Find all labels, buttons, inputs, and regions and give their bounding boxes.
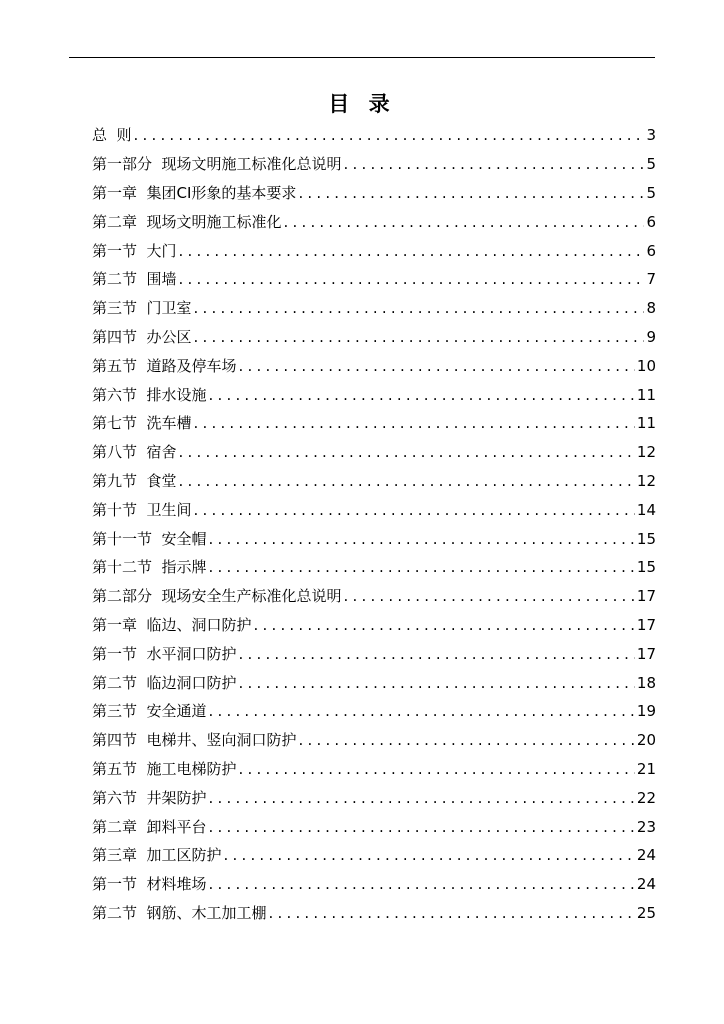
toc-entry-page-number: 23 bbox=[636, 817, 656, 836]
toc-entry-label: 第七节 洗车槽 bbox=[92, 414, 192, 433]
page-title: 目 录 bbox=[328, 92, 396, 116]
toc-entry-label: 第六节 排水设施 bbox=[92, 385, 207, 404]
toc-entry-page-number: 6 bbox=[646, 212, 656, 231]
dot-leader bbox=[269, 904, 635, 922]
dot-leader bbox=[298, 184, 644, 202]
toc-entry-page-number: 12 bbox=[636, 471, 656, 490]
dot-leader bbox=[134, 126, 645, 144]
toc-entry[interactable] bbox=[92, 726, 656, 755]
toc-entry-page-number: 22 bbox=[636, 788, 656, 807]
toc-entry[interactable] bbox=[92, 841, 656, 870]
toc-entry[interactable] bbox=[92, 582, 656, 611]
toc-entry[interactable] bbox=[92, 553, 656, 582]
toc-entry[interactable] bbox=[92, 380, 656, 409]
toc-entry[interactable] bbox=[92, 668, 656, 697]
toc-entry-page-number: 6 bbox=[646, 241, 656, 260]
toc-entry-page-number: 20 bbox=[636, 731, 656, 750]
toc-entry-page-number: 7 bbox=[646, 270, 656, 289]
toc-entry[interactable] bbox=[92, 409, 656, 438]
toc-entry-page-number: 19 bbox=[636, 702, 656, 721]
dot-leader bbox=[209, 702, 635, 720]
dot-leader bbox=[194, 501, 635, 519]
toc-entry-page-number: 17 bbox=[636, 644, 656, 663]
toc-entry[interactable] bbox=[92, 495, 656, 524]
dot-leader bbox=[179, 270, 645, 288]
dot-leader bbox=[209, 386, 635, 404]
dot-leader bbox=[179, 472, 635, 490]
toc-entry-page-number: 8 bbox=[646, 299, 656, 318]
toc-entry-page-number: 14 bbox=[636, 500, 656, 519]
toc-entry[interactable] bbox=[92, 812, 656, 841]
toc-entry[interactable] bbox=[92, 150, 656, 179]
toc-entry-page-number: 3 bbox=[646, 126, 656, 145]
toc-entry-label: 第九节 食堂 bbox=[92, 471, 177, 490]
dot-leader bbox=[344, 587, 635, 605]
toc-entry-page-number: 11 bbox=[636, 414, 656, 433]
toc-entry-label: 第三章 加工区防护 bbox=[92, 846, 222, 865]
toc-entry-page-number: 5 bbox=[646, 183, 656, 202]
toc-entry[interactable] bbox=[92, 207, 656, 236]
header-rule bbox=[69, 57, 655, 58]
toc-entry-page-number: 5 bbox=[646, 155, 656, 174]
toc-entry-page-number: 21 bbox=[636, 759, 656, 778]
toc-entry-label: 第六节 井架防护 bbox=[92, 788, 207, 807]
dot-leader bbox=[254, 616, 635, 634]
dot-leader bbox=[179, 242, 645, 260]
toc-entry[interactable] bbox=[92, 121, 656, 150]
toc-entry-label: 第三节 安全通道 bbox=[92, 702, 207, 721]
toc-entry-label: 第三节 门卫室 bbox=[92, 299, 192, 318]
toc-entry-page-number: 9 bbox=[646, 327, 656, 346]
table-of-contents bbox=[92, 121, 656, 927]
toc-entry-page-number: 24 bbox=[636, 875, 656, 894]
dot-leader bbox=[239, 674, 635, 692]
toc-entry-label: 第二部分 现场安全生产标准化总说明 bbox=[92, 587, 342, 606]
dot-leader bbox=[209, 875, 635, 893]
dot-leader bbox=[284, 213, 645, 231]
toc-entry-label: 第二章 现场文明施工标准化 bbox=[92, 212, 282, 231]
toc-entry[interactable] bbox=[92, 323, 656, 352]
toc-entry-page-number: 11 bbox=[636, 385, 656, 404]
toc-entry-label: 第二章 卸料平台 bbox=[92, 817, 207, 836]
toc-entry[interactable] bbox=[92, 179, 656, 208]
toc-entry-page-number: 17 bbox=[636, 587, 656, 606]
dot-leader bbox=[194, 328, 645, 346]
toc-entry-label: 第一节 大门 bbox=[92, 241, 177, 260]
toc-entry[interactable] bbox=[92, 524, 656, 553]
dot-leader bbox=[209, 818, 635, 836]
toc-entry-label: 第一部分 现场文明施工标准化总说明 bbox=[92, 155, 342, 174]
toc-entry[interactable] bbox=[92, 870, 656, 899]
toc-entry-label: 第十一节 安全帽 bbox=[92, 529, 207, 548]
dot-leader bbox=[344, 155, 645, 173]
toc-entry-page-number: 10 bbox=[636, 356, 656, 375]
toc-entry-page-number: 17 bbox=[636, 615, 656, 634]
toc-entry-label: 第八节 宿舍 bbox=[92, 443, 177, 462]
dot-leader bbox=[299, 731, 635, 749]
toc-entry[interactable] bbox=[92, 697, 656, 726]
toc-entry[interactable] bbox=[92, 236, 656, 265]
toc-entry-page-number: 15 bbox=[636, 529, 656, 548]
toc-entry[interactable] bbox=[92, 438, 656, 467]
toc-entry-label: 第二节 临边洞口防护 bbox=[92, 673, 237, 692]
toc-entry[interactable] bbox=[92, 351, 656, 380]
toc-entry-page-number: 25 bbox=[636, 903, 656, 922]
toc-entry-page-number: 24 bbox=[636, 846, 656, 865]
toc-entry-label: 第十二节 指示牌 bbox=[92, 558, 207, 577]
toc-entry-label: 第十节 卫生间 bbox=[92, 500, 192, 519]
dot-leader bbox=[179, 443, 635, 461]
dot-leader bbox=[194, 299, 645, 317]
toc-entry-page-number: 15 bbox=[636, 558, 656, 577]
dot-leader bbox=[239, 357, 635, 375]
toc-entry-label: 第一节 材料堆场 bbox=[92, 875, 207, 894]
dot-leader bbox=[239, 760, 635, 778]
toc-entry[interactable] bbox=[92, 783, 656, 812]
toc-entry-page-number: 12 bbox=[636, 443, 656, 462]
toc-entry[interactable] bbox=[92, 265, 656, 294]
dot-leader bbox=[209, 789, 635, 807]
toc-entry-label: 第四节 电梯井、竖向洞口防护 bbox=[92, 731, 297, 750]
toc-entry-label: 第一节 水平洞口防护 bbox=[92, 644, 237, 663]
toc-entry[interactable] bbox=[92, 294, 656, 323]
toc-entry-label: 第五节 施工电梯防护 bbox=[92, 759, 237, 778]
toc-entry[interactable] bbox=[92, 755, 656, 784]
dot-leader bbox=[239, 645, 635, 663]
dot-leader bbox=[224, 846, 635, 864]
toc-entry-label: 第一章 集团CI形象的基本要求 bbox=[92, 183, 297, 202]
dot-leader bbox=[194, 414, 635, 432]
toc-entry[interactable] bbox=[92, 899, 656, 928]
dot-leader bbox=[209, 558, 635, 576]
toc-entry-label: 第二节 围墙 bbox=[92, 270, 177, 289]
toc-entry[interactable] bbox=[92, 639, 656, 668]
toc-entry[interactable] bbox=[92, 467, 656, 496]
toc-entry-label: 第四节 办公区 bbox=[92, 327, 192, 346]
toc-entry-label: 总 则 bbox=[92, 126, 132, 145]
toc-entry[interactable] bbox=[92, 611, 656, 640]
toc-entry-label: 第一章 临边、洞口防护 bbox=[92, 615, 252, 634]
toc-entry-label: 第二节 钢筋、木工加工棚 bbox=[92, 903, 267, 922]
dot-leader bbox=[209, 530, 635, 548]
toc-entry-label: 第五节 道路及停车场 bbox=[92, 356, 237, 375]
toc-entry-page-number: 18 bbox=[636, 673, 656, 692]
